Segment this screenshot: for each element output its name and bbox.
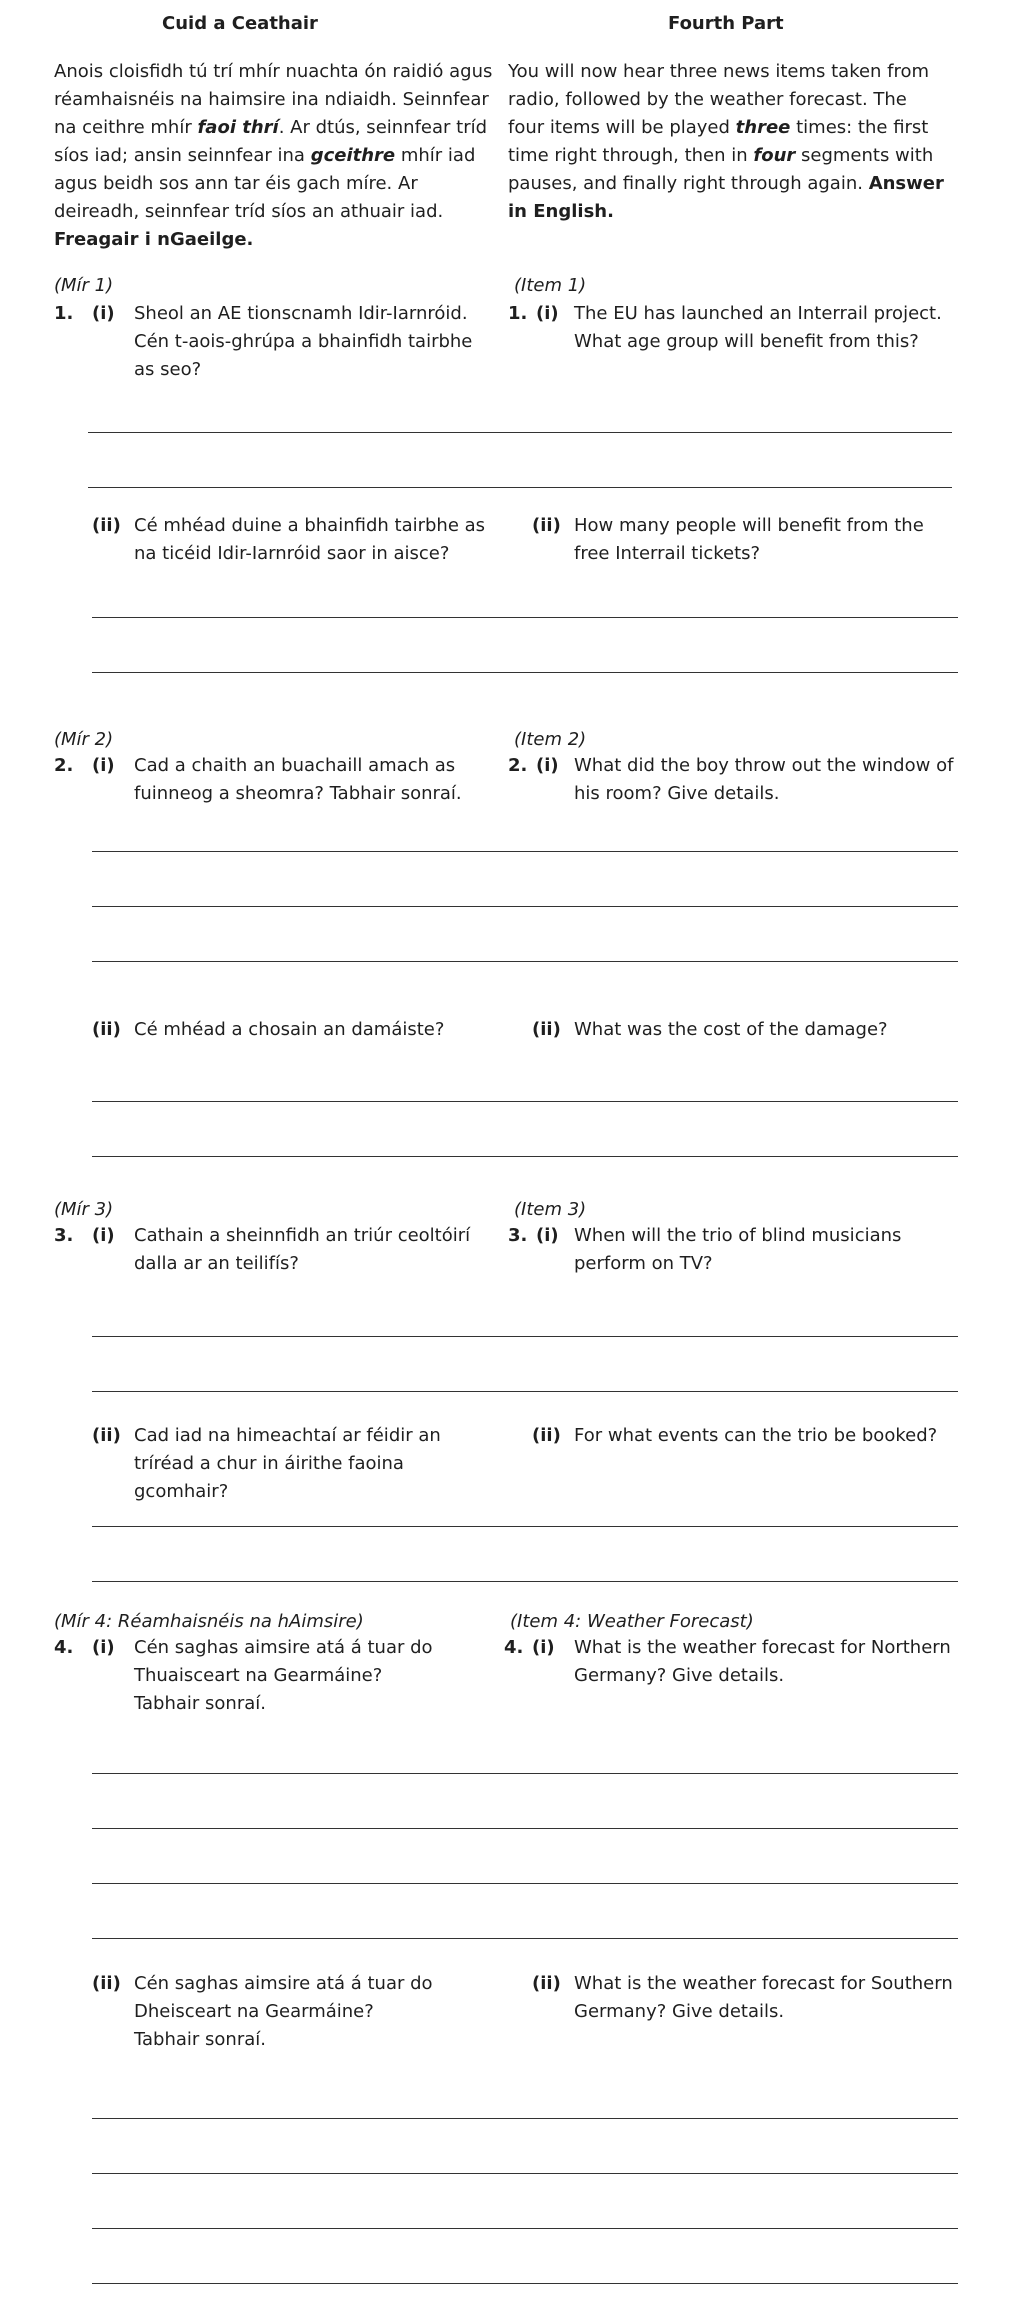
- answer-line[interactable]: [88, 432, 952, 433]
- item-4-number-en: 4.: [504, 1637, 524, 1658]
- item-2-i-roman: (i): [92, 755, 115, 776]
- item-1-ii-irish-question: Cé mhéad duine a bhainfidh tairbhe as na ticéid Idir-Iarnróid saor in aisce?: [134, 515, 486, 564]
- english-part-title: Fourth Part: [668, 13, 784, 34]
- answer-line[interactable]: [92, 1101, 958, 1102]
- item-3-number: 3.: [54, 1225, 74, 1246]
- answer-line[interactable]: [92, 906, 958, 907]
- item-3-english-label: (Item 3): [514, 1199, 587, 1220]
- item-4-ii-english-question: What is the weather forecast for Southern Germany? Give details.: [574, 1973, 953, 2022]
- item-1-i-irish-question: Sheol an AE tionscnamh Idir-Iarnróid. Cén t-aois-ghrúpa a bhainfidh tairbhe as seo?: [134, 303, 473, 380]
- item-3-number-en: 3.: [508, 1225, 528, 1246]
- item-3-ii-roman: (ii): [92, 1425, 121, 1446]
- item-4-ii-irish-question: Cén saghas aimsire atá á tuar do Dheisceart na Gearmáine? Tabhair sonraí.: [134, 1973, 433, 2050]
- answer-line[interactable]: [92, 617, 958, 618]
- item-1-ii-roman: (ii): [92, 515, 121, 536]
- item-3-ii-roman-en: (ii): [532, 1425, 561, 1446]
- irish-instructions: Anois cloisfidh tú trí mhír nuachta ón raidió agus réamhaisnéis na haimsire ina ndiaidh. Seinnfear na ceithre mhír faoi thrí. Ar dtús, seinnfear tríd síos iad; ansin seinnfear ina gceithre mhír iad agus beidh sos ann tar éis gach míre. Ar deireadh, seinnfear tríd síos an athuair iad. Freagair i nGaeilge.: [54, 61, 493, 250]
- item-2-english-label: (Item 2): [514, 729, 587, 750]
- item-2-i-roman-en: (i): [536, 755, 559, 776]
- item-2-ii-roman-en: (ii): [532, 1019, 561, 1040]
- answer-line[interactable]: [92, 1938, 958, 1939]
- item-4-irish-label: (Mír 4: Réamhaisnéis na hAimsire): [54, 1611, 364, 1632]
- item-2-number: 2.: [54, 755, 74, 776]
- item-4-i-roman: (i): [92, 1637, 115, 1658]
- item-2-ii-irish-question: Cé mhéad a chosain an damáiste?: [134, 1019, 445, 1040]
- answer-line[interactable]: [92, 2118, 958, 2119]
- item-4-i-irish-question: Cén saghas aimsire atá á tuar do Thuaisceart na Gearmáine? Tabhair sonraí.: [134, 1637, 433, 1714]
- answer-line[interactable]: [92, 1828, 958, 1829]
- answer-line[interactable]: [92, 1156, 958, 1157]
- item-2-ii-roman: (ii): [92, 1019, 121, 1040]
- item-1-i-roman: (i): [92, 303, 115, 324]
- item-4-ii-roman-en: (ii): [532, 1973, 561, 1994]
- item-1-number-en: 1.: [508, 303, 528, 324]
- answer-line[interactable]: [92, 672, 958, 673]
- item-1-irish-label: (Mír 1): [54, 275, 114, 296]
- item-3-i-roman-en: (i): [536, 1225, 559, 1246]
- item-2-i-english-question: What did the boy throw out the window of his room? Give details.: [574, 755, 954, 804]
- item-3-ii-english-question: For what events can the trio be booked?: [574, 1425, 938, 1446]
- item-4-i-roman-en: (i): [532, 1637, 555, 1658]
- item-3-i-english-question: When will the trio of blind musicians perform on TV?: [574, 1225, 902, 1274]
- english-instructions: You will now hear three news items taken from radio, followed by the weather forecast. The four items will be played three times: the first time right through, then in four segments with pauses, and finally right through again. Answer in English.: [508, 61, 944, 222]
- item-3-ii-irish-question: Cad iad na himeachtaí ar féidir an tríréad a chur in áirithe faoina gcomhair?: [134, 1425, 441, 1502]
- answer-line[interactable]: [88, 487, 952, 488]
- answer-line[interactable]: [92, 2283, 958, 2284]
- item-1-english-label: (Item 1): [514, 275, 587, 296]
- irish-part-title: Cuid a Ceathair: [162, 13, 318, 34]
- answer-line[interactable]: [92, 851, 958, 852]
- answer-line[interactable]: [92, 961, 958, 962]
- answer-line[interactable]: [92, 1581, 958, 1582]
- item-3-i-roman: (i): [92, 1225, 115, 1246]
- item-1-ii-roman-en: (ii): [532, 515, 561, 536]
- item-2-number-en: 2.: [508, 755, 528, 776]
- answer-line[interactable]: [92, 1391, 958, 1392]
- item-3-i-irish-question: Cathain a sheinnfidh an triúr ceoltóirí dalla ar an teilifís?: [134, 1225, 471, 1274]
- item-4-number: 4.: [54, 1637, 74, 1658]
- answer-line[interactable]: [92, 2173, 958, 2174]
- item-1-i-roman-en: (i): [536, 303, 559, 324]
- item-1-number: 1.: [54, 303, 74, 324]
- item-1-ii-english-question: How many people will benefit from the free Interrail tickets?: [574, 515, 924, 564]
- item-1-i-english-question: The EU has launched an Interrail project. What age group will benefit from this?: [574, 303, 942, 352]
- answer-line[interactable]: [92, 1773, 958, 1774]
- item-2-i-irish-question: Cad a chaith an buachaill amach as fuinneog a sheomra? Tabhair sonraí.: [134, 755, 462, 804]
- answer-line[interactable]: [92, 2228, 958, 2229]
- item-4-ii-roman: (ii): [92, 1973, 121, 1994]
- item-4-english-label: (Item 4: Weather Forecast): [510, 1611, 754, 1632]
- item-2-irish-label: (Mír 2): [54, 729, 114, 750]
- item-2-ii-english-question: What was the cost of the damage?: [574, 1019, 888, 1040]
- answer-line[interactable]: [92, 1336, 958, 1337]
- answer-line[interactable]: [92, 1883, 958, 1884]
- item-4-i-english-question: What is the weather forecast for Northern Germany? Give details.: [574, 1637, 951, 1686]
- item-3-irish-label: (Mír 3): [54, 1199, 114, 1220]
- answer-line[interactable]: [92, 1526, 958, 1527]
